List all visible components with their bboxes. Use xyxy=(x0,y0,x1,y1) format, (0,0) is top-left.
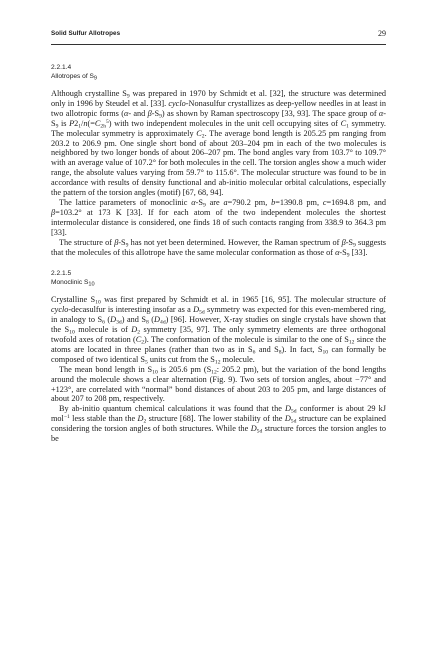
body-paragraph: Although crystalline $S_9$ was prepared in 1970 by Schmidt et al. [32], the structure was determined only in 1996 by Steudel et al. [33]. cyclo-Nonasulfur crystallizes as deep-yellow needles in at least in two allotropic forms (α- and $\beta-S_9$) as shown by Raman spectroscopy [33, 93]. The space group of $\alpha-S_9$ is $P2_1/n(=C_{2h}^5)$ with two independent molecules in the unit cell occupying sites of $C_1$ symmetry. The molecular symmetry is approximately $C_2$. The average bond length is 205.25 pm ranging from 203.2 to 206.9 pm. One single short bond of about 203–204 pm in each of the two molecules is neighbored by two longer bonds of about 206–207 pm. The bond angles vary from 103.7° to 109.7° with an average value of 107.2° for both molecules in the cell. The torsion angles show a much wider range, the absolute values varying from 59.7° to 115.6°. The molecular structure was found to be in accordance with results of density functional and ab-initio molecular orbital calculations, especially the pattern of the torsion angles (motif) [67, 68, 94]. xyxy=(51,89,387,198)
section-monoclinic-s10 xyxy=(51,269,386,444)
section-title: Allotropes of $S_9$ xyxy=(51,73,98,82)
body-paragraph: By ab-initio quantum chemical calculations it was found that the $D_{5d}$ conformer is about 29 kJ mol$^{-1}$ less stable than the $D_2$ structure [68]. The lower stability of the $D_{5d}$ structure can be explained considering the torsion angles of both structures. While the $D_{5d}$ structure forces the torsion angles to be xyxy=(51,404,386,444)
body-paragraph: The structure of $\beta-S_9$ has not yet been determined. However, the Raman spectrum of $\beta-S_9$ suggests that the molecules of this allotrope have the same molecular conformation as those of $\alpha-S_9$ [33]. xyxy=(51,237,386,259)
page-number: 29 xyxy=(378,29,386,38)
running-title: Solid Sulfur Allotropes xyxy=(51,30,121,37)
body-paragraph: Crystalline $S_{10}$ was first prepared by Schmidt et al. in 1965 [16, 95]. The molecular structure of cyclo-decasulfur is interesting insofar as a $D_{5d}$ symmetry was expected for this even-membered ring, in analogy to $S_6$ $(D_{3d})$ and $S_8$ $(D_{4d})$ [96]. However, X-ray studies on single crystals have shown that the $S_{10}$ molecule is of $D_2$ symmetry [35, 97]. The only symmetry elements are three orthogonal twofold axes of rotation $(C_2)$. The conformation of the molecule is similar to the one of $S_{12}$ since the atoms are located in three planes (rather than two as in $S_6$ and $S_8$). In fact, $S_{10}$ can formally be composed of two identical $S_5$ units cut from the $S_{12}$ molecule. xyxy=(51,295,387,366)
section-title: Monoclinic $S_{10}$ xyxy=(51,279,95,288)
section-number: 2.2.1.5 xyxy=(51,270,72,278)
body-paragraph: The lattice parameters of monoclinic $\alpha-S_9$ are a=790.2 pm, b=1390.8 pm, c=1694.8 pm, and β=103.2° at 173 K [33]. If for each atom of the two independent molecules the shortest intermolecular distance is considered, one finds 18 of such contacts ranging from 338.9 to 364.3 pm [33]. xyxy=(51,197,387,237)
body-paragraph: The mean bond length in $S_{10}$ is 205.6 pm ($S_{12}$: 205.2 pm), but the variation of the bond lengths around the molecule shows a clear alternation (Fig. 9). Two sets of torsion angles, about −77° and +123°, are correlated with “normal” bond distances of about 203 to 205 pm, and large distances of about 207 to 208 pm, respectively. xyxy=(51,364,386,404)
running-header xyxy=(51,30,386,45)
section-gap xyxy=(51,257,386,269)
section-allotropes-s9 xyxy=(51,63,386,257)
section-number: 2.2.1.4 xyxy=(51,64,72,71)
